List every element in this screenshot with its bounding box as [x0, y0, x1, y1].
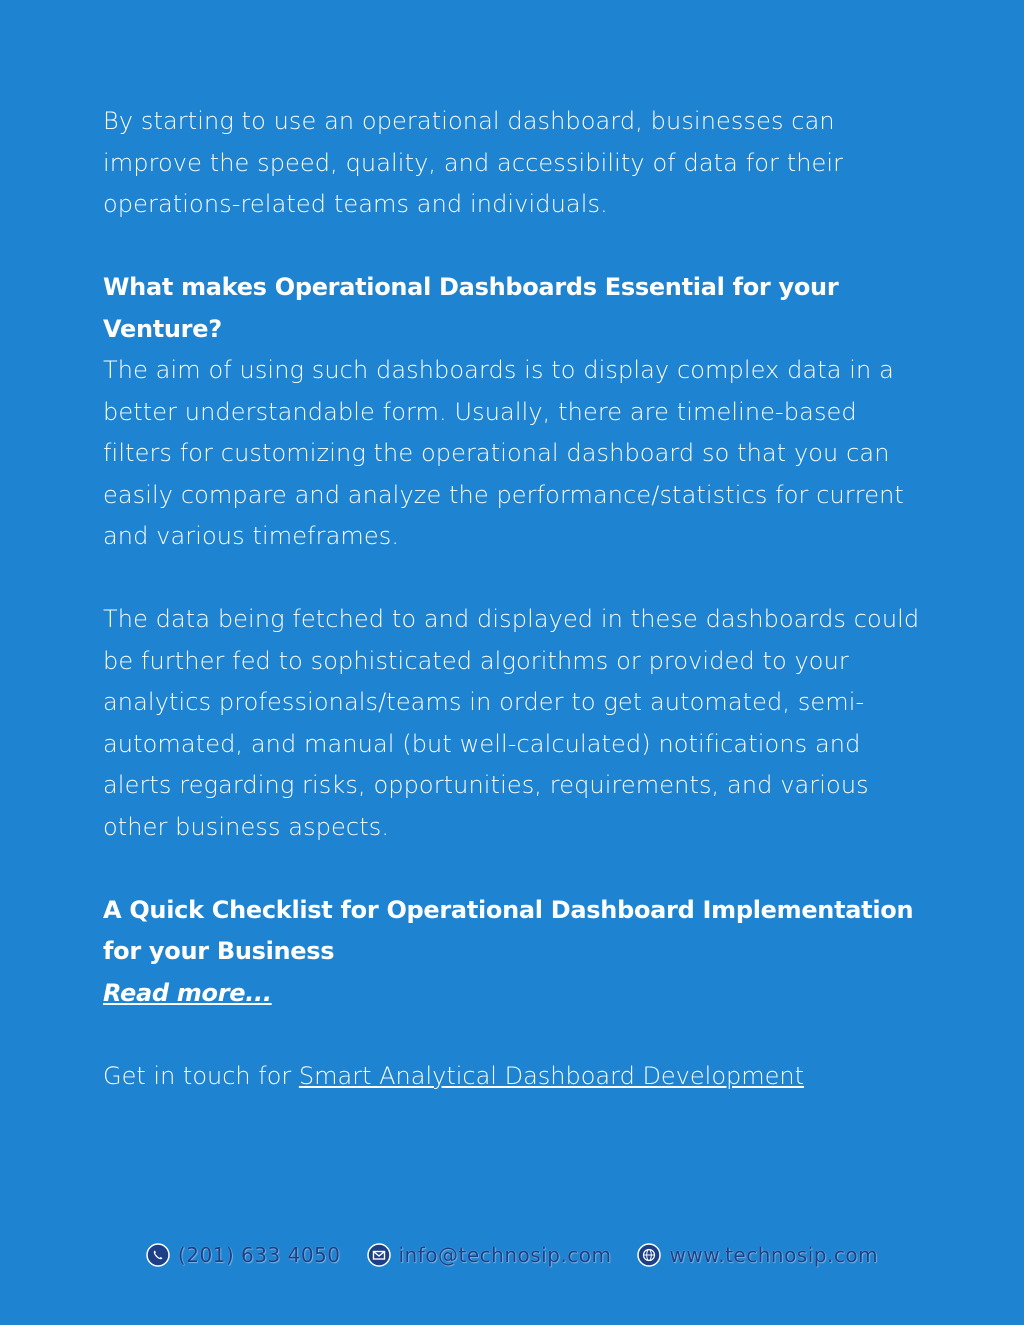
email-address: info@technosip.com: [398, 1243, 612, 1267]
read-more-link[interactable]: Read more...: [103, 978, 272, 1007]
section-body-algorithms: The data being fetched to and displayed in these dashboards could be further fed to sophisticated algorithms or provided to your analytics professionals/teams in order to get automated, semi-automated, and manual (but well-calculated) notifications and alerts regarding risks, opportunities, requirements, and various other business aspects.: [103, 605, 920, 841]
document-body: [103, 101, 933, 1097]
phone-number: (201) 633 4050: [177, 1243, 341, 1267]
phone-icon: [146, 1243, 170, 1267]
section-heading-essential: What makes Operational Dashboards Essential for your Venture?: [103, 273, 839, 343]
contact-website[interactable]: [637, 1243, 878, 1267]
section-heading-checklist: A Quick Checklist for Operational Dashboard Implementation for your Business: [103, 895, 914, 965]
website-url: www.technosip.com: [669, 1243, 879, 1267]
contact-footer: [0, 1238, 1024, 1272]
section-body-essential: The aim of using such dashboards is to display complex data in a better understandable form. Usually, there are timeline-based filters for customizing the operational dashboard so that you can easily compare and analyze the performance/statistics for current and various timeframes.: [103, 356, 904, 550]
globe-icon: [637, 1243, 661, 1267]
contact-email[interactable]: [367, 1243, 612, 1267]
email-icon: [367, 1243, 391, 1267]
cta-line: [103, 1056, 933, 1098]
cta-link[interactable]: Smart Analytical Dashboard Development: [298, 1061, 805, 1090]
cta-prefix: Get in touch for: [103, 1061, 299, 1090]
contact-phone[interactable]: [146, 1243, 341, 1267]
intro-paragraph: By starting to use an operational dashboard, businesses can improve the speed, quality, and accessibility of data for their operations-related teams and individuals.: [103, 107, 844, 218]
